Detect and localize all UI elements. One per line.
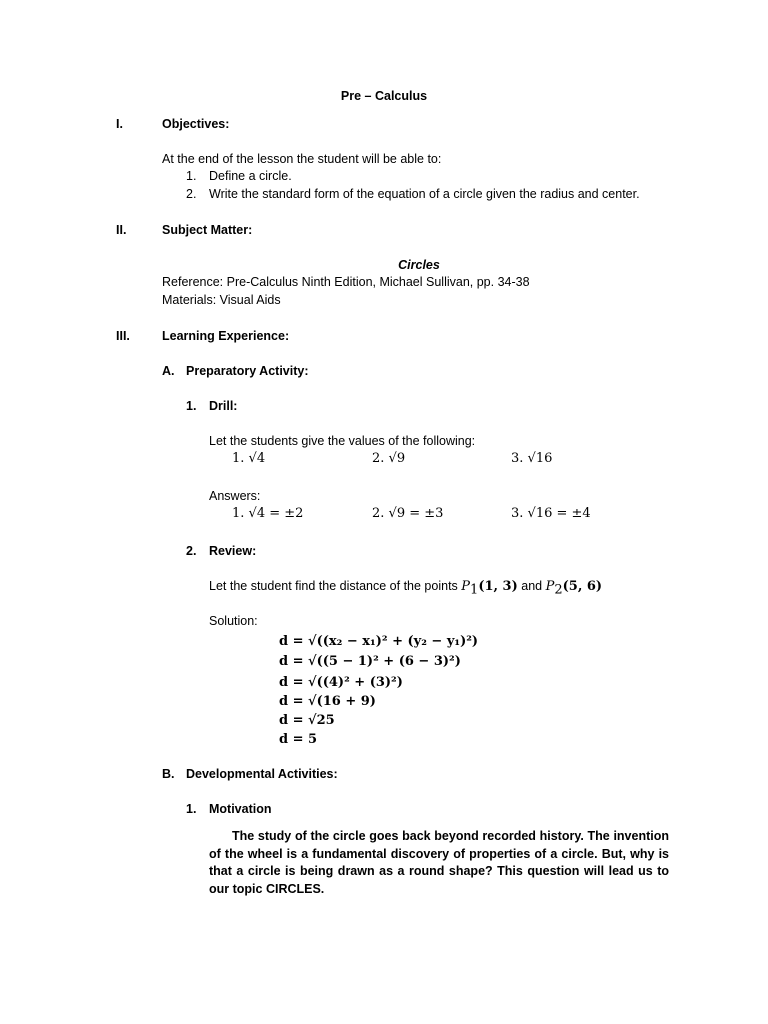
point-p1-coords: (1, 3): [478, 579, 518, 594]
answers-label: Answers:: [209, 489, 261, 503]
section-heading-subject-matter: Subject Matter:: [162, 223, 253, 237]
solution-step: d = √((4)² + (3)²): [279, 675, 403, 690]
objective-item: Write the standard form of the equation of a circle given the radius and center.: [209, 187, 640, 201]
drill-prompt: Let the students give the values of the following:: [209, 434, 476, 448]
point-p2-subscript: 2: [554, 582, 563, 598]
solution-step: d = √(16 + 9): [279, 694, 376, 709]
objective-item: Define a circle.: [209, 169, 292, 183]
item-number: 1.: [186, 802, 197, 816]
list-item-number: 2.: [186, 187, 197, 201]
drill-answer: 1. √4 = ±2: [232, 506, 304, 521]
drill-question: 2. √9: [372, 451, 406, 466]
subsection-letter: A.: [162, 364, 175, 378]
solution-step: d = √((5 − 1)² + (6 − 3)²): [279, 654, 461, 669]
drill-question: 3. √16: [511, 451, 553, 466]
list-item-number: 1.: [186, 169, 197, 183]
solution-label: Solution:: [209, 614, 258, 628]
reference-line: Reference: Pre-Calculus Ninth Edition, Michael Sullivan, pp. 34-38: [162, 275, 530, 289]
page-title: Pre – Calculus: [340, 89, 428, 103]
review-prompt: Let the student find the distance of the points: [209, 579, 458, 593]
subsection-letter: B.: [162, 767, 175, 781]
section-numeral: II.: [116, 223, 127, 237]
drill-answer: 2. √9 = ±3: [372, 506, 444, 521]
section-numeral: III.: [116, 329, 130, 343]
section-heading-learning-experience: Learning Experience:: [162, 329, 290, 343]
review-heading: Review:: [209, 544, 257, 558]
review-and: and: [521, 579, 543, 593]
topic-title: Circles: [398, 258, 440, 272]
point-p1-label: P: [461, 579, 471, 594]
review-prompt-line: [209, 578, 602, 599]
motivation-paragraph: The study of the circle goes back beyond recorded history. The invention of the wheel is a fundamental discovery of properties of a circle. But, why is that a circle is being drawn as a round shape? This question will lead us to our topic CIRCLES.: [209, 829, 669, 896]
drill-question: 1. √4: [232, 451, 266, 466]
point-p2-coords: (5, 6): [562, 579, 603, 594]
materials-line: Materials: Visual Aids: [162, 293, 281, 307]
objectives-intro: At the end of the lesson the student will be able to:: [162, 152, 442, 166]
point-p1-subscript: 1: [470, 582, 479, 598]
subsection-heading-developmental: Developmental Activities:: [186, 767, 338, 781]
motivation-paragraph-block: [209, 828, 669, 898]
solution-step: d = 5: [279, 732, 318, 747]
motivation-heading: Motivation: [209, 802, 272, 816]
drill-heading: Drill:: [209, 399, 238, 413]
section-heading-objectives: Objectives:: [162, 117, 230, 131]
subsection-heading-preparatory: Preparatory Activity:: [186, 364, 309, 378]
item-number: 2.: [186, 544, 197, 558]
solution-step: d = √25: [279, 713, 335, 728]
drill-answer: 3. √16 = ±4: [511, 506, 591, 521]
solution-step: d = √((x₂ − x₁)² + (y₂ − y₁)²): [279, 634, 479, 649]
section-numeral: I.: [116, 117, 123, 131]
item-number: 1.: [186, 399, 197, 413]
point-p2-label: P: [545, 579, 555, 594]
